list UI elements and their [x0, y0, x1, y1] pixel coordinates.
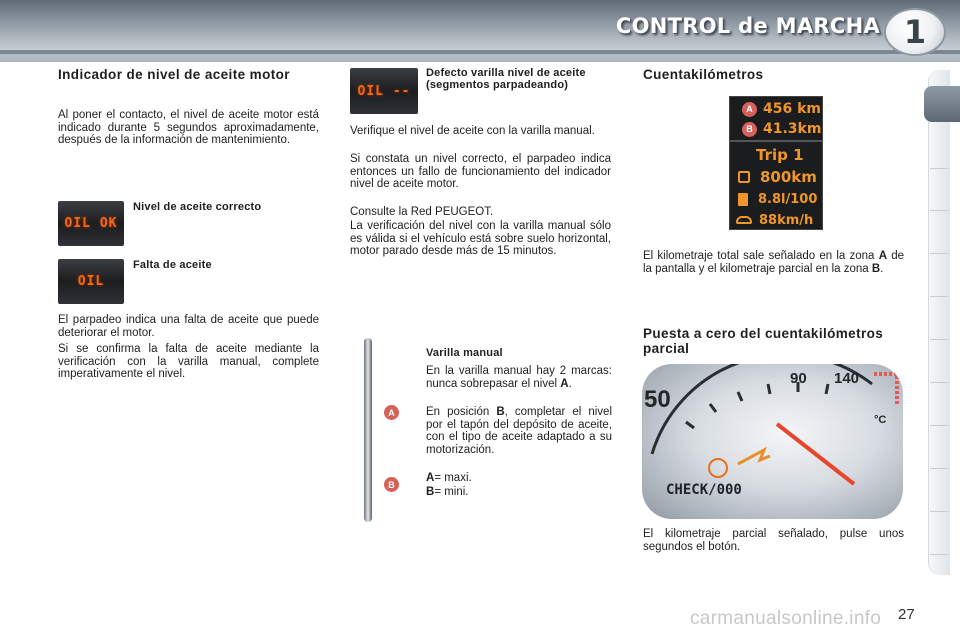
dipstick-para-1: En la varilla manual hay 2 marcas: nunca sobrepasar el nivel A.: [426, 365, 612, 390]
speed-label-140: 140: [834, 370, 860, 387]
odo-desc-zone-b: B: [871, 262, 881, 275]
odo-route-icon: [738, 171, 750, 183]
tab-divider: [930, 210, 948, 211]
oil-level-heading: Indicador de nivel de aceite motor: [58, 67, 290, 82]
chapter-tab-active[interactable]: [924, 86, 960, 122]
legend-maxi: [426, 472, 612, 485]
dipstick-mark-b: B: [384, 477, 399, 492]
oil-fault-display-text: OIL --: [357, 83, 411, 99]
tab-divider: [930, 339, 948, 340]
oil-low-label: Falta de aceite: [133, 259, 212, 271]
odo-consumption: 8.8l/100: [758, 191, 818, 207]
odo-desc-part-1: El kilometraje total sale señalado en la zona: [643, 250, 875, 262]
fault-para-4: La verificación del nivel con la varilla manual sólo es válida si el vehículo está sobre suelo horizontal, motor parado desde más de 15 minutos.: [350, 220, 611, 258]
tab-divider: [930, 168, 948, 169]
car-icon: [736, 216, 752, 224]
dipstick-para-1-text: En la varilla manual hay 2 marcas: nunca sobrepasar el nivel: [426, 365, 612, 390]
dipstick-mark-a: A: [384, 405, 399, 420]
odo-row-b: [730, 120, 822, 138]
odometer-display: [729, 96, 823, 230]
oil-level-intro: Al poner el contacto, el nivel de aceite motor está indicado durante 5 segundos aproximadamente, después de la información de mantenimiento.: [58, 109, 319, 147]
chapter-badge: [884, 8, 946, 56]
header-rule: [0, 50, 960, 54]
odo-trip-distance: 800km: [760, 168, 817, 186]
odometer-description: [643, 250, 904, 275]
legend-mini-val: = mini.: [434, 486, 469, 498]
page-number: 27: [898, 606, 915, 623]
oil-fault-heading: Defecto varilla nivel de aceite (segmentos parpadeando): [426, 67, 586, 91]
dipstick-para-2-text: , completar el nivel por el tapón del depósito de aceite, con el tipo de aceite adaptado a su motorización.: [426, 406, 612, 456]
odo-desc-part-3: .: [880, 262, 884, 275]
odo-average-speed: 88km/h: [759, 212, 814, 228]
odo-zone-b-badge: B: [742, 122, 757, 137]
dipstick-para-2-mark: B: [496, 406, 505, 418]
oil-blink-para: El parpadeo indica una falta de aceite que puede deteriorar el motor.: [58, 314, 319, 339]
fault-para-2: Si constata un nivel correcto, el parpadeo indica entonces un fallo de funcionamiento del indicador nivel de aceite motor.: [350, 153, 611, 191]
odo-partial-value: 41.3km: [763, 121, 822, 137]
legend-mini: [426, 486, 612, 499]
odo-desc-zone-a: A: [878, 250, 887, 262]
odo-row-cons: [730, 189, 822, 209]
odo-zone-a-badge: A: [742, 102, 757, 117]
chapter-number: 1: [903, 13, 927, 51]
speed-label-50: 50: [644, 386, 671, 413]
odo-total-value: 456 km: [763, 101, 821, 117]
tab-divider: [930, 296, 948, 297]
instrument-cluster-photo: [642, 364, 903, 519]
speed-label-90: 90: [790, 370, 807, 387]
odo-row-dist: [730, 167, 822, 187]
chapter-tab-strip: [928, 70, 950, 575]
oil-low-display-text: OIL: [77, 274, 105, 289]
oil-low-display: [58, 259, 124, 304]
tab-divider: [930, 468, 948, 469]
dipstick-para-2: [426, 406, 612, 456]
odo-trip-label: Trip 1: [756, 146, 804, 164]
fault-para-1: Verifique el nivel de aceite con la varilla manual.: [350, 125, 595, 137]
reset-heading: Puesta a cero del cuentakilómetros parcial: [643, 326, 884, 356]
oil-ok-display-text: OIL OK: [64, 216, 118, 231]
odo-row-trip: [730, 145, 822, 165]
fuel-pump-icon: [738, 193, 748, 206]
watermark: carmanualsonline.info: [690, 608, 882, 629]
dipstick-para-2-lead: En posición: [426, 406, 490, 418]
page-header: [0, 0, 960, 62]
oil-ok-label: Nivel de aceite correcto: [133, 201, 262, 213]
odo-desc-part-2: de la pantalla y el kilometraje parcial en la zona: [643, 250, 905, 275]
tab-divider: [930, 382, 948, 383]
dipstick-para-1-mark: A: [560, 377, 569, 390]
dipstick-heading: Varilla manual: [426, 347, 503, 359]
tab-divider: [930, 554, 948, 555]
chapter-title: CONTROL de MARCHA: [615, 14, 880, 38]
dipstick-illustration: [362, 338, 378, 522]
reset-instructions: El kilometraje parcial señalado, pulse unos segundos el botón.: [643, 528, 904, 553]
odo-row-a: [730, 100, 822, 118]
legend-mini-key: B: [426, 486, 435, 498]
tab-divider: [930, 425, 948, 426]
oil-ok-display: [58, 201, 124, 246]
check-reset-button[interactable]: CHECK/000: [666, 482, 742, 498]
odo-divider: [730, 140, 822, 142]
oil-fault-display: [350, 68, 418, 114]
legend-maxi-key: A: [426, 472, 435, 484]
oil-confirm-para: Si se confirma la falta de aceite mediante la verificación con la varilla manual, complete imperativamente el nivel.: [58, 343, 319, 381]
legend-maxi-val: = maxi.: [434, 472, 472, 484]
odo-row-speed: [730, 210, 822, 230]
odometer-heading: Cuentakilómetros: [643, 67, 764, 82]
fault-para-3: Consulte la Red PEUGEOT.: [350, 206, 494, 218]
tab-divider: [930, 253, 948, 254]
tab-divider: [930, 511, 948, 512]
temp-unit-label: °C: [874, 414, 887, 426]
